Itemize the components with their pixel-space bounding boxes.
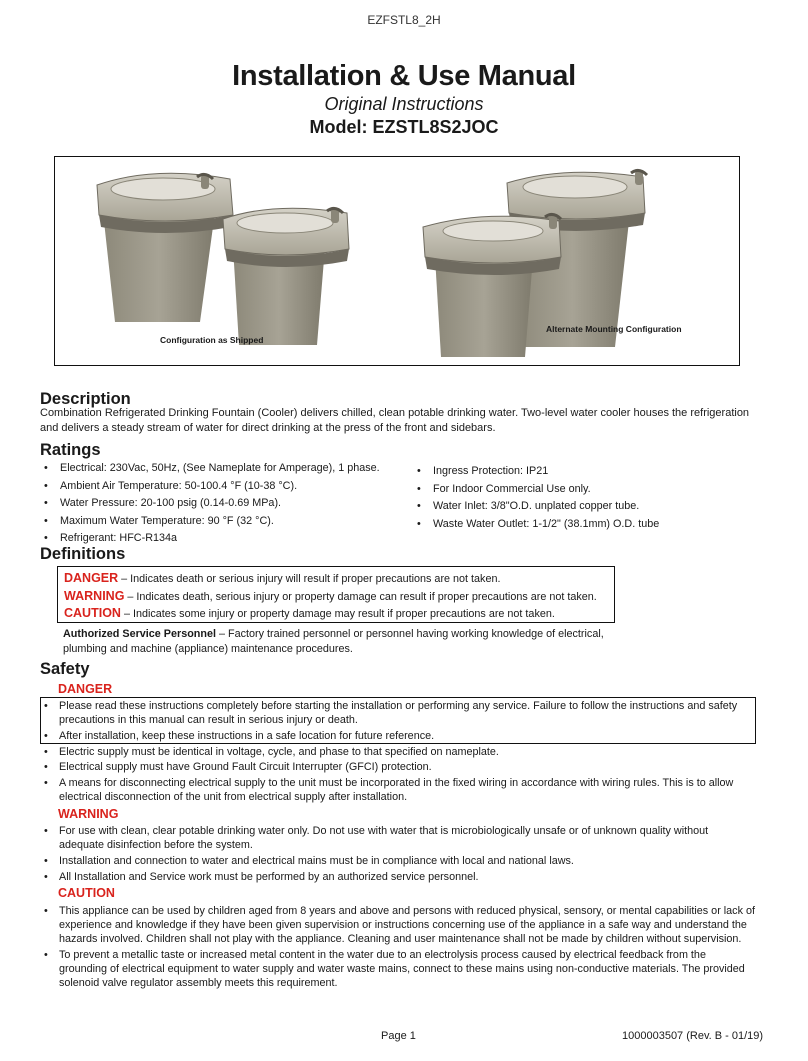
authorized-term: Authorized Service Personnel — [63, 628, 217, 640]
page-subtitle: Original Instructions — [324, 94, 484, 114]
warning-keyword: WARNING — [64, 588, 125, 603]
page-title: Installation & Use Manual — [232, 60, 576, 92]
definition-caution — [64, 605, 608, 623]
caution-keyword: CAUTION — [64, 606, 121, 620]
description-text: Combination Refrigerated Drinking Fountain (Cooler) delivers chilled, clean potable drinking water. Two-level water cooler houses the refrigeration and delivers a steady stream of water for direct drinking at the press of the front and sidebars. — [40, 407, 750, 434]
definition-text: – Indicates some injury or property damage may result if proper precautions are not taken. — [120, 608, 555, 620]
danger-list — [40, 699, 756, 806]
definition-warning — [64, 588, 608, 606]
authorized-text: – Factory trained personnel or personnel having working knowledge of electrical, plumbing and machine (appliance) maintenance procedures. — [63, 628, 604, 655]
definition-text: – Indicates death or serious injury will result if proper precautions are not taken. — [118, 573, 501, 585]
fountain-illustration — [55, 157, 741, 367]
list-item: • A means for disconnecting electrical supply to the unit must be incorporated in the fixed wiring in accordance with wiring rules. This is to allow electrical disconnection of the unit from electrical supply after installation. — [40, 776, 756, 804]
list-item: • Please read these instructions completely before starting the installation or performing any service. Failure to follow the instructions and safety precautions in this manual can result in serious injury or death. — [40, 699, 756, 727]
authorized-personnel-definition — [63, 627, 623, 656]
list-item: • Ingress Protection: IP21 — [413, 464, 743, 479]
definitions-heading: Definitions — [40, 545, 126, 563]
list-item: • For Indoor Commercial Use only. — [413, 482, 743, 497]
safety-heading: Safety — [40, 660, 90, 678]
definition-danger — [64, 570, 608, 588]
ratings-right-list — [413, 464, 743, 534]
list-item: • Installation and connection to water and electrical mains must be in compliance with local and national laws. — [40, 854, 756, 868]
page-number: Page 1 — [381, 1030, 416, 1042]
list-item: • Electric supply must be identical in voltage, cycle, and phase to that specified on nameplate. — [40, 745, 756, 759]
list-item: • Water Inlet: 3/8"O.D. unplated copper tube. — [413, 499, 743, 514]
ratings-left-list — [40, 461, 420, 549]
safety-warning-label: WARNING — [58, 807, 119, 821]
list-item: • Water Pressure: 20-100 psig (0.14-0.69 MPa). — [40, 496, 420, 511]
definitions-box — [57, 566, 615, 623]
ratings-heading: Ratings — [40, 441, 101, 459]
list-item: • Electrical: 230Vac, 50Hz, (See Nameplate for Amperage), 1 phase. — [40, 461, 420, 476]
list-item: • Maximum Water Temperature: 90 °F (32 °C). — [40, 514, 420, 529]
description-heading: Description — [40, 390, 131, 408]
list-item: • Waste Water Outlet: 1-1/2" (38.1mm) O.D. tube — [413, 517, 743, 532]
list-item: • Refrigerant: HFC-R134a — [40, 531, 420, 546]
shipped-lower-unit — [223, 208, 349, 345]
list-item: • To prevent a metallic taste or increased metal content in the water due to an electrolysis process caused by electrical feedback from the grounding of electrical equipment to water supply and water waste mains, connect to these mains using non-conductive materials. The provided solenoid valve regulator assembly meets this requirement. — [40, 948, 756, 990]
warning-list — [40, 824, 756, 885]
document-number: 1000003507 (Rev. B - 01/19) — [622, 1030, 764, 1042]
safety-caution-label: CAUTION — [58, 886, 115, 900]
caution-list — [40, 904, 756, 992]
list-item: • For use with clean, clear potable drinking water only. Do not use with water that is microbiologically unsafe or of unknown quality without adequate disinfection before the system. — [40, 824, 756, 852]
caption-shipped: Configuration as Shipped — [160, 335, 264, 345]
caption-alternate: Alternate Mounting Configuration — [546, 324, 682, 334]
list-item: • This appliance can be used by children aged from 8 years and above and persons with reduced physical, sensory, or mental capabilities or lack of experience and knowledge if they have been given supervision or instructions concerning use of the appliance in a safe way and understand the hazards involved. Children shall not play with the appliance. Cleaning and user maintenance shall not be made by children without supervision. — [40, 904, 756, 946]
product-figure — [54, 156, 740, 366]
document-code: EZFSTL8_2H — [367, 13, 441, 27]
list-item: • After installation, keep these instructions in a safe location for future reference. — [40, 729, 756, 743]
list-item: • All Installation and Service work must be performed by an authorized service personnel. — [40, 870, 756, 884]
model-number: Model: EZSTL8S2JOC — [309, 117, 499, 137]
shipped-upper-unit — [97, 173, 233, 322]
list-item: • Ambient Air Temperature: 50-100.4 °F (10-38 °C). — [40, 479, 420, 494]
safety-danger-label: DANGER — [58, 682, 113, 696]
definition-text: – Indicates death, serious injury or property damage can result if proper precautions are not taken. — [124, 590, 597, 603]
list-item: • Electrical supply must have Ground Fault Circuit Interrupter (GFCI) protection. — [40, 760, 756, 774]
danger-keyword: DANGER — [64, 571, 119, 585]
